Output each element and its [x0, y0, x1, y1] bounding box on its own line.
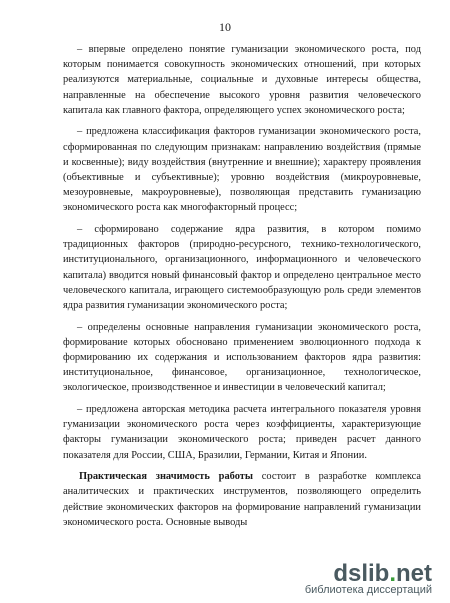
- paragraph-directions: – определены основные направления гуманизации экономического роста, формирование которых обосновано применением эволюционного подхода к формированию их содержания и использованием факторов ядра развития: институциональное, финансовое, организационное, технологическое, экологическое, производственное и инвестиции в человеческий капитал;: [63, 321, 421, 394]
- logo-dot: .: [389, 560, 396, 587]
- logo-main: dslib: [333, 560, 390, 587]
- watermark-subtitle: библиотека диссертаций: [304, 584, 432, 596]
- page-number: 10: [219, 20, 231, 34]
- paragraph-classification: – предложена классификация факторов гуманизации экономического роста, сформированная по следующим признакам: направлению воздействия (прямые и косвенные); виду воздействия (внутренние и внешние); характеру проявления (объективные и субъективные); уровню воздействия (микроуровневые, мезоуровневые, макроуровневые), позволяющая представить гуманизацию экономического роста как многофакторный процесс;: [63, 126, 421, 214]
- logo-tld: net: [396, 560, 432, 587]
- paragraph-practical-significance: [63, 469, 421, 530]
- practical-significance-lead: Практическая значимость работы: [79, 471, 253, 483]
- practical-significance-text: состоит в разработке комплекса аналитических и практических инструментов, позволяющего определить действие экономических факторов на формирование направлений гуманизации экономического роста. Основные выводы: [63, 471, 421, 528]
- document-body: [63, 42, 421, 536]
- paragraph-development-core: – сформировано содержание ядра развития, в котором помимо традиционных факторов (природно-ресурсного, технико-технологического, институционального, организационного, информационного и человеческого капитала) вводится новый финансовый фактор и определено центральное место человеческого капитала, играющего системообразующую роль среди элементов ядра развития гуманизации экономического роста;: [63, 224, 421, 312]
- dslib-watermark[interactable]: [262, 561, 442, 599]
- paragraph-methodology: – предложена авторская методика расчета интегрального показателя уровня гуманизации экономического роста через коэффициенты, характеризующие факторы гуманизации экономического роста; приведен расчет данного показателя для России, США, Бразилии, Германии, Китая и Японии.: [63, 404, 421, 461]
- paragraph-concept: – впервые определено понятие гуманизации экономического роста, под которым понимается совокупность экономических отношений, при которых реализуются материальные, социальные и духовные интересы общества, направленные на обеспечение высокого уровня развития человеческого капитала как главного фактора, определяющего успех экономического роста;: [63, 44, 421, 116]
